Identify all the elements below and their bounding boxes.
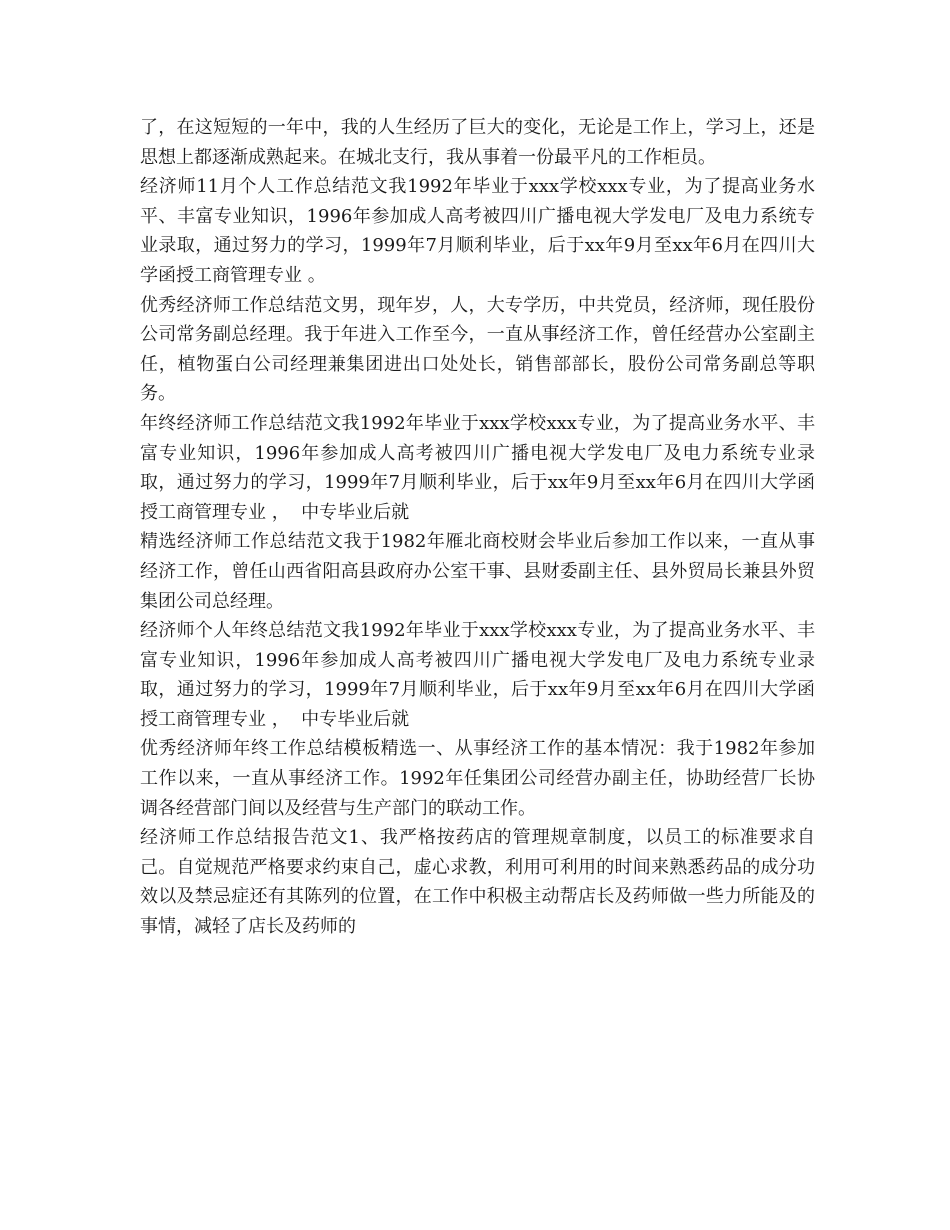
paragraph: 精选经济师工作总结范文我于1982年雁北商校财会毕业后参加工作以来，一直从事经济工作，曾任山西省阳高县政府办公室干事、县财委副主任、县外贸局长兼县外贸集团公司总经理。 (140, 531, 815, 612)
paragraph: 优秀经济师年终工作总结模板精选一、从事经济工作的基本情况：我于1982年参加工作以来，一直从事经济工作。1992年任集团公司经营办副主任，协助经营厂长协调各经营部门间以及经营与生产部门的联动工作。 (140, 738, 815, 819)
paragraph: 经济师11月个人工作总结范文我1992年毕业于xxx学校xxx专业，为了提高业务水平、丰富专业知识，1996年参加成人高考被四川广播电视大学发电厂及电力系统专业录取，通过努力的学习，1999年7月顺利毕业，后于xx年9月至xx年6月在四川大学函授工商管理专业 。 (140, 176, 815, 286)
paragraph: 经济师个人年终总结范文我1992年毕业于xxx学校xxx专业，为了提高业务水平、丰富专业知识，1996年参加成人高考被四川广播电视大学发电厂及电力系统专业录取，通过努力的学习，1999年7月顺利毕业，后于xx年9月至xx年6月在四川大学函授工商管理专业 ， 中专毕业后就 (140, 620, 815, 730)
paragraph: 年终经济师工作总结范文我1992年毕业于xxx学校xxx专业，为了提高业务水平、丰富专业知识，1996年参加成人高考被四川广播电视大学发电厂及电力系统专业录取，通过努力的学习，1999年7月顺利毕业，后于xx年9月至xx年6月在四川大学函授工商管理专业 ， 中专毕业后就 (140, 412, 815, 523)
paragraph: 了，在这短短的一年中，我的人生经历了巨大的变化，无论是工作上，学习上，还是思想上都逐渐成熟起来。在城北支行，我从事着一份最平凡的工作柜员。 (140, 117, 815, 168)
paragraph: 优秀经济师工作总结范文男，现年岁，人，大专学历，中共党员，经济师，现任股份公司常务副总经理。我于年进入工作至今，一直从事经济工作，曾任经营办公室副主任，植物蛋白公司经理兼集团进出口处处长，销售部部长，股份公司常务副总等职务。 (140, 294, 815, 405)
paragraph: 经济师工作总结报告范文1、我严格按药店的管理规章制度，以员工的标准要求自己。自觉规范严格要求约束自己，虚心求教，利用可利用的时间来熟悉药品的成分功效以及禁忌症还有其陈列的位置，在工作中积极主动帮店长及药师做一些力所能及的事情，减轻了店长及药师的 (140, 827, 815, 938)
document-body (140, 113, 815, 942)
